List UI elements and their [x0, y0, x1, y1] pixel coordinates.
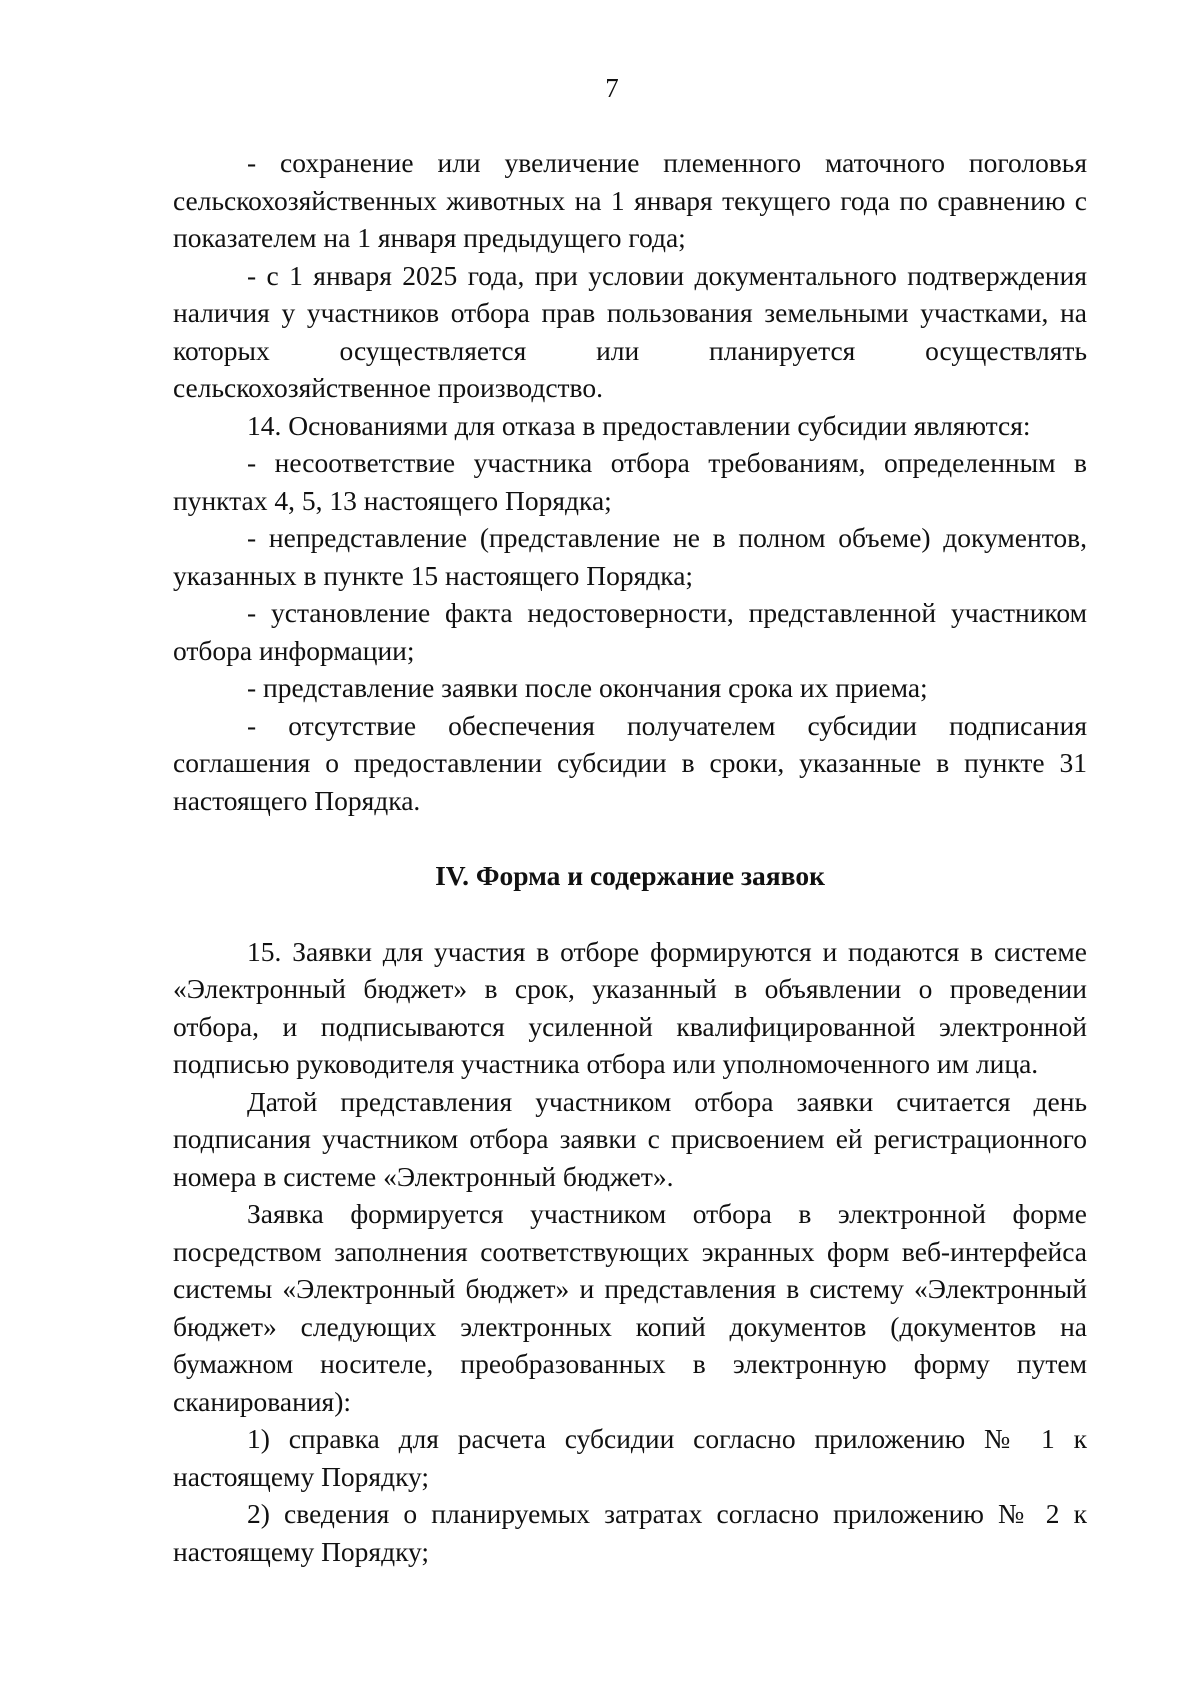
- paragraph-false-info: - установление факта недостоверности, представленной участником отбора информации;: [173, 597, 1087, 666]
- paragraph-late-submission: - представление заявки после окончания срока их приема;: [247, 672, 928, 703]
- paragraph-nonsubmission: - непредставление (представление не в полном объеме) документов, указанных в пункте 15 настоящего Порядка;: [173, 522, 1087, 591]
- section-heading: IV. Форма и содержание заявок: [435, 860, 825, 891]
- list-item-1: 1) справка для расчета субсидии согласно приложению № 1 к настоящему Порядку;: [173, 1423, 1087, 1492]
- paragraph-application-form: Заявка формируется участником отбора в электронной форме посредством заполнения соответствующих экранных форм веб-интерфейса системы «Электронный бюджет» и представления в систему «Электронный бюджет» следующих электронных копий документов (документов на бумажном носителе, преобразованных в электронную форму путем сканирования):: [173, 1198, 1087, 1417]
- document-body: [173, 144, 1087, 1570]
- paragraph-livestock-preservation: - сохранение или увеличение племенного маточного поголовья сельскохозяйственных животных на 1 января текущего года по сравнению с показателем на 1 января предыдущего года;: [173, 147, 1087, 253]
- paragraph-noncompliance: - несоответствие участника отбора требованиям, определенным в пунктах 4, 5, 13 настоящего Порядка;: [173, 447, 1087, 516]
- paragraph-item-14: 14. Основаниями для отказа в предоставлении субсидии являются:: [247, 409, 1031, 441]
- paragraph-agreement-signing: - отсутствие обеспечения получателем субсидии подписания соглашения о предоставлении субсидии в сроки, указанные в пункте 31 настоящего Порядка.: [173, 709, 1087, 816]
- paragraph-item-15: 15. Заявки для участия в отборе формируются и подаются в системе «Электронный бюджет» в срок, указанный в объявлении о проведении отбора, и подписываются усиленной квалифицированной электронной подписью руководителя участника отбора или уполномоченного им лица.: [173, 935, 1087, 1079]
- paragraph-land-rights: - с 1 января 2025 года, при условии документального подтверждения наличия у участников отбора прав пользования земельными участками, на которых осуществляется или планируется осуществлять сельскохозяйственное производство.: [173, 259, 1087, 403]
- page-number: 7: [605, 73, 619, 103]
- paragraph-submission-date: Датой представления участником отбора заявки считается день подписания участником отбора заявки с присвоением ей регистрационного номера в системе «Электронный бюджет».: [173, 1085, 1087, 1192]
- list-item-2: 2) сведения о планируемых затратах согласно приложению № 2 к настоящему Порядку;: [173, 1498, 1087, 1567]
